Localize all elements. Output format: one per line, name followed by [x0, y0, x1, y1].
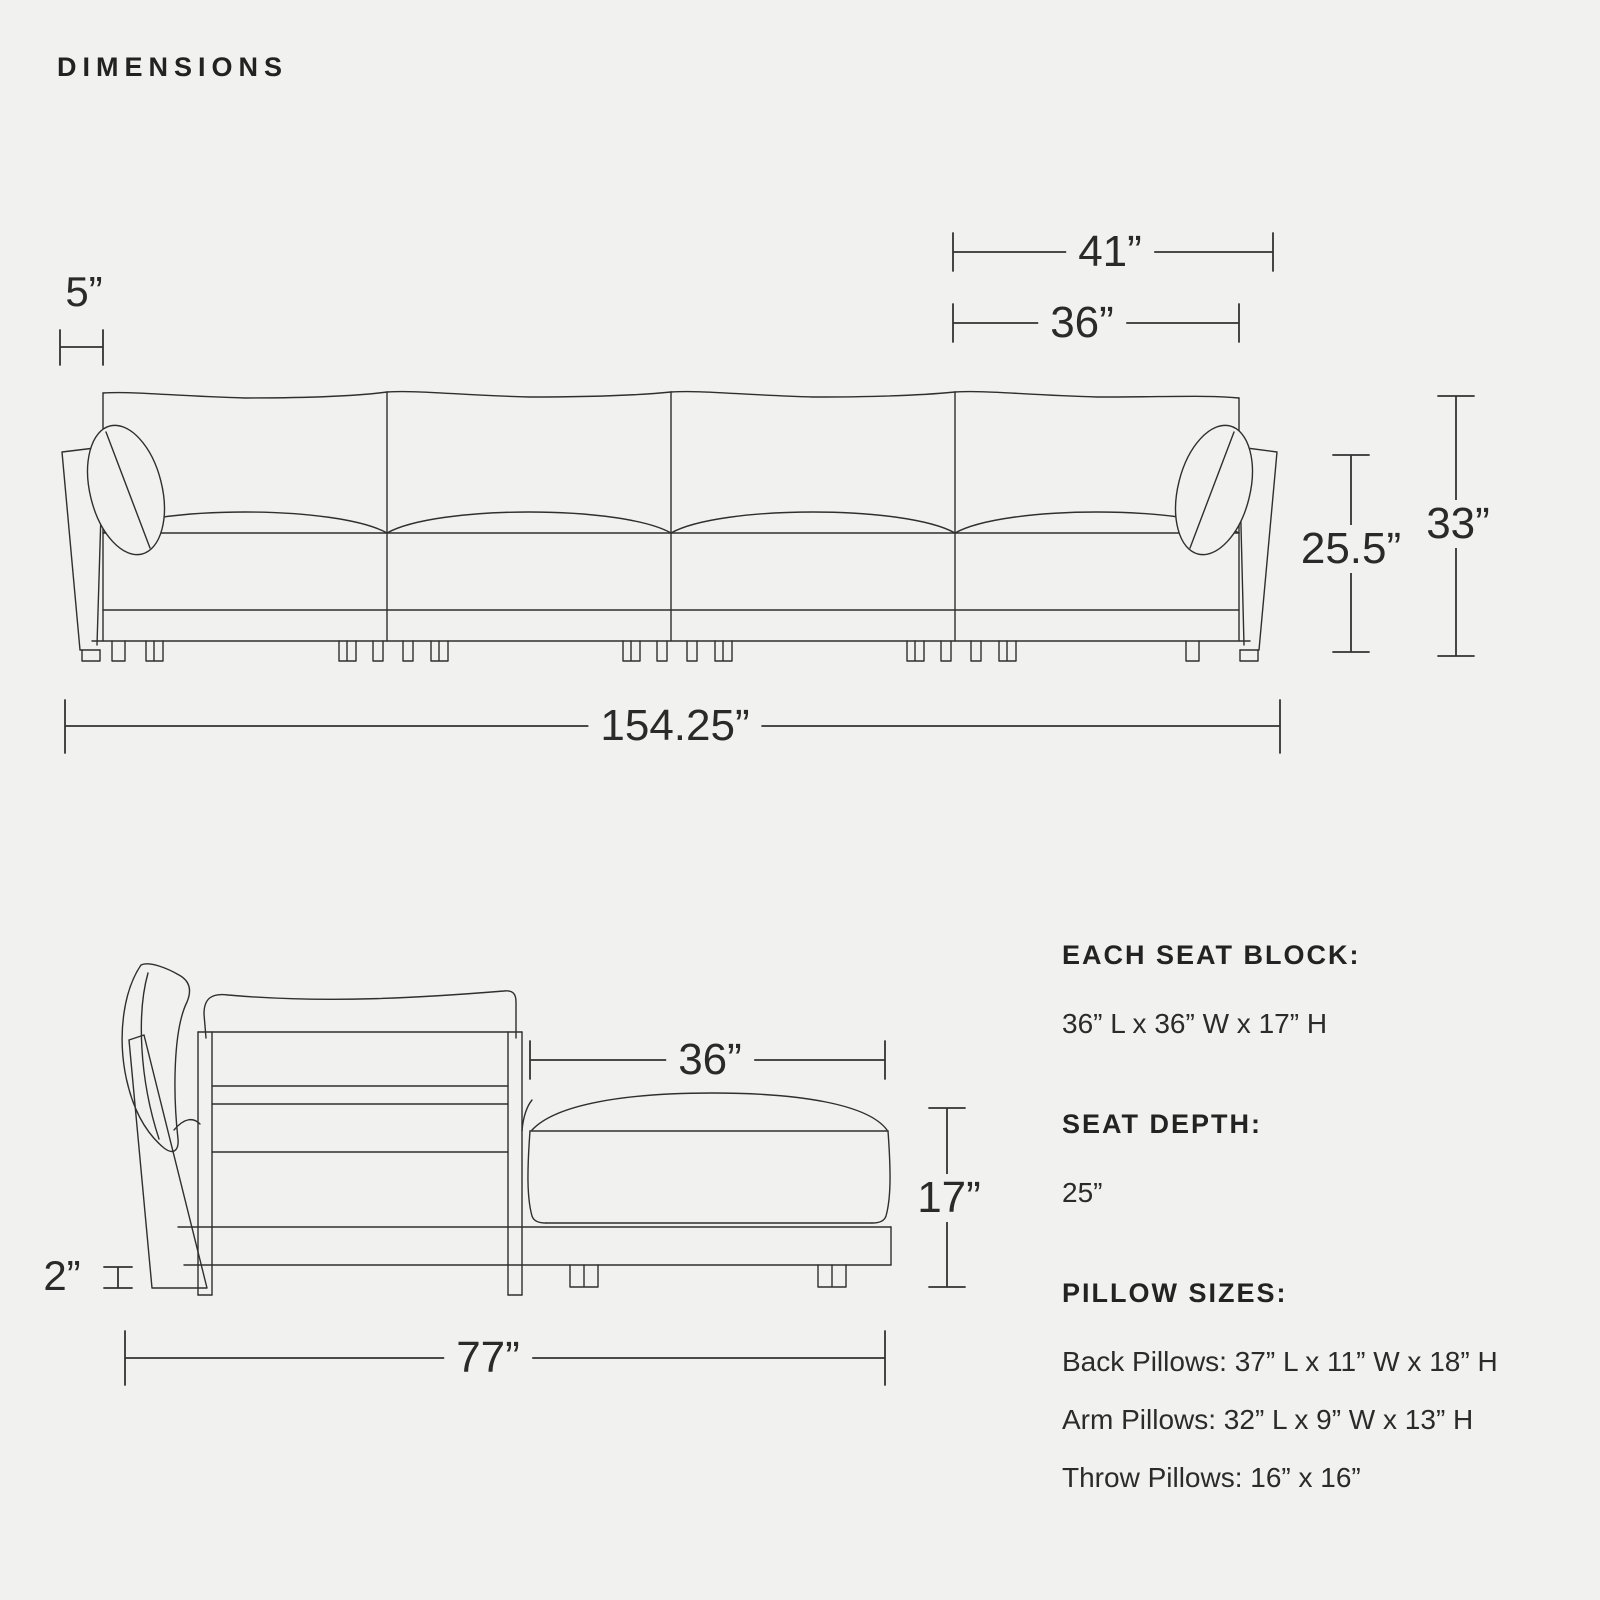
spec-heading-seat-depth: SEAT DEPTH:	[1062, 1109, 1263, 1139]
page-title: DIMENSIONS	[57, 52, 289, 82]
dim-label-overall-width: 154.25”	[588, 702, 761, 750]
spec-section-pillow-sizes	[1062, 1278, 1582, 1507]
dim-label-seat-block-height: 17”	[905, 1174, 993, 1222]
dim-label-module-width: 36”	[1038, 299, 1126, 347]
spec-heading-seat-block: EACH SEAT BLOCK:	[1062, 940, 1361, 970]
side-profile-drawing	[122, 964, 891, 1295]
spec-value-seat-depth: 25”	[1062, 1177, 1103, 1208]
dim-label-overall-depth: 77”	[444, 1334, 532, 1382]
front-elevation-drawing	[62, 392, 1277, 661]
spec-section-seat-depth	[1062, 1109, 1582, 1222]
dim-label-leg-height: 2”	[35, 1253, 88, 1299]
spec-value-throw-pillows: Throw Pillows: 16” x 16”	[1062, 1462, 1361, 1493]
dim-label-arm-width: 5”	[57, 269, 110, 315]
spec-value-seat-block: 36” L x 36” W x 17” H	[1062, 1008, 1328, 1039]
dim-label-module-with-arm: 41”	[1066, 228, 1154, 276]
dim-label-seat-back-height: 25.5”	[1289, 525, 1413, 573]
specs-panel	[1062, 940, 1582, 1563]
dim-label-seat-block-width: 36”	[666, 1036, 754, 1084]
spec-value-arm-pillows: Arm Pillows: 32” L x 9” W x 13” H	[1062, 1404, 1474, 1435]
dim-label-overall-height: 33”	[1414, 500, 1502, 548]
spec-section-seat-block	[1062, 940, 1582, 1053]
spec-value-back-pillows: Back Pillows: 37” L x 11” W x 18” H	[1062, 1346, 1498, 1377]
spec-heading-pillow-sizes: PILLOW SIZES:	[1062, 1278, 1288, 1308]
